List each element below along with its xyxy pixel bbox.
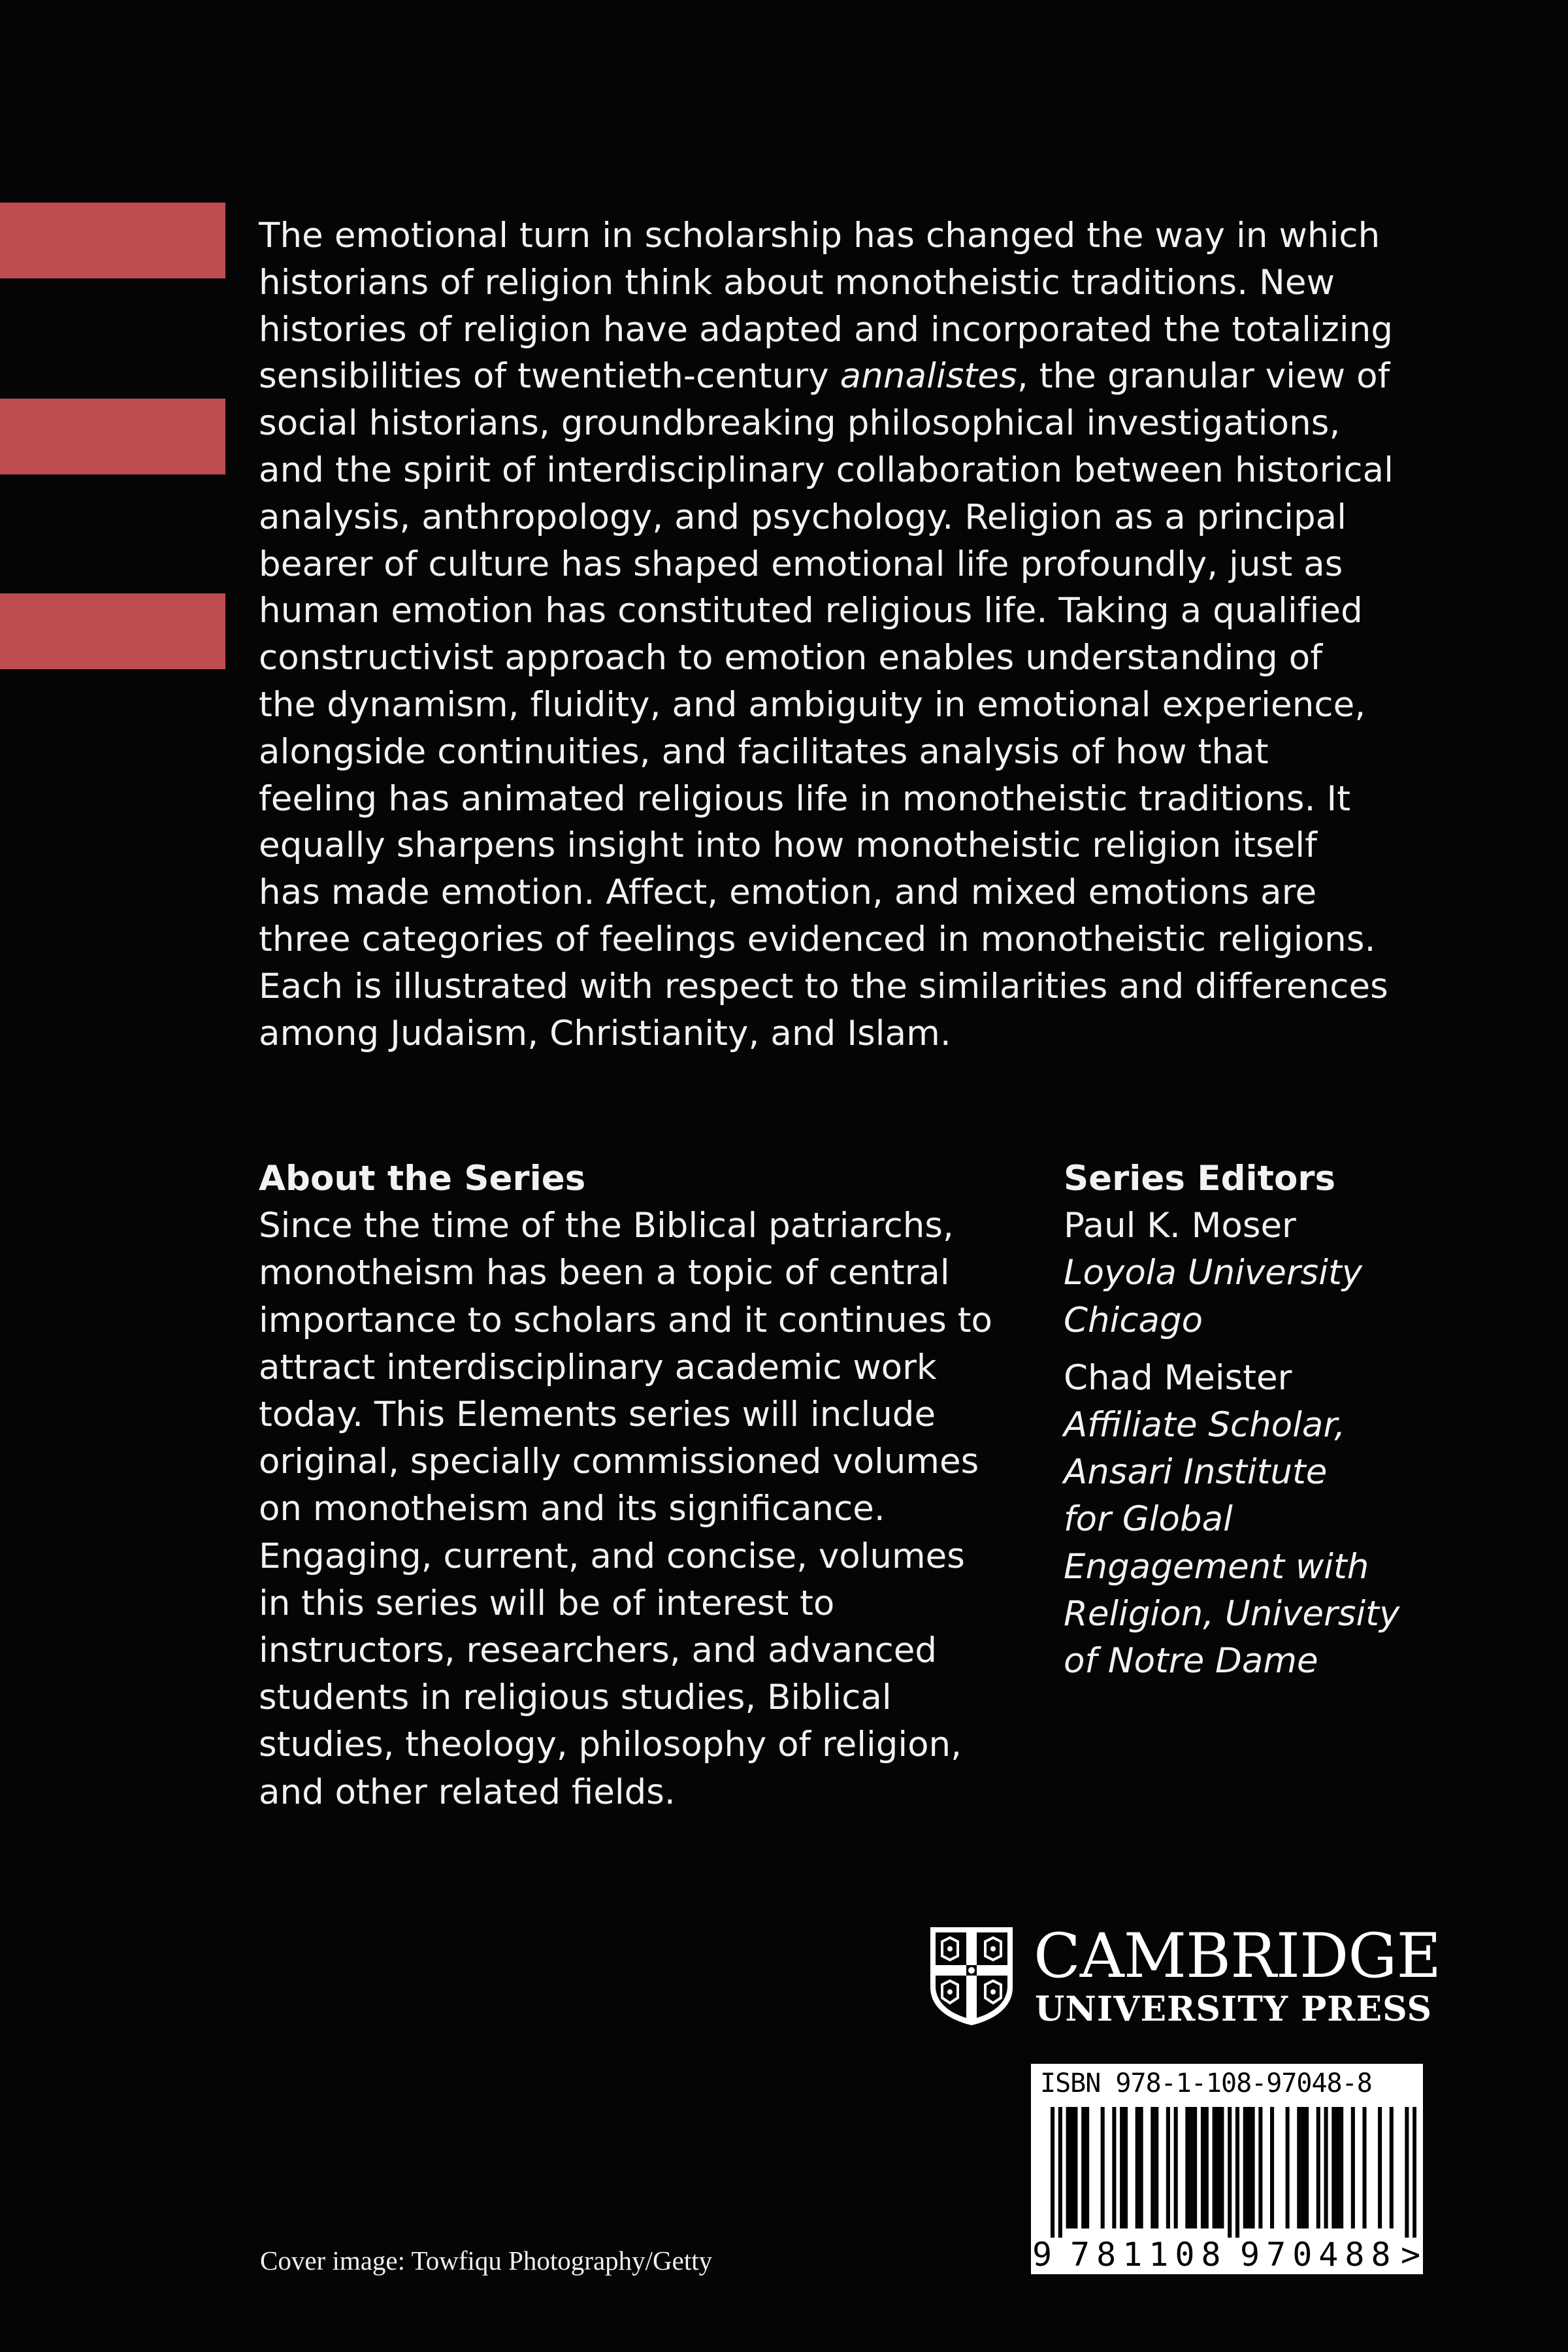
description-line: Each is illustrated with respect to the similarities and differences xyxy=(259,966,1388,1006)
barcode-bar xyxy=(1324,2107,1328,2228)
barcode-bar xyxy=(1166,2107,1170,2228)
cover-image-credit: Cover image: Towfiqu Photography/Getty xyxy=(260,2245,713,2276)
editor-affiliation: of Notre Dame xyxy=(1064,1641,1318,1681)
description-line: constructivist approach to emotion enables understanding of xyxy=(259,638,1323,678)
barcode-bar xyxy=(1301,2107,1305,2228)
accent-bar-middle xyxy=(0,399,225,474)
about-series-line: in this series will be of interest to xyxy=(259,1583,835,1623)
description-line: has made emotion. Affect, emotion, and mixed emotions are xyxy=(259,872,1317,913)
barcode-bar xyxy=(1305,2107,1309,2228)
barcode-bar xyxy=(1405,2107,1409,2238)
about-series-line: today. This Elements series will include xyxy=(259,1395,936,1435)
barcode-bar xyxy=(1174,2107,1178,2228)
accent-bar-bottom xyxy=(0,593,225,669)
series-editors-heading: Series Editors xyxy=(1064,1159,1336,1199)
about-series-line: studies, theology, philosophy of religion, xyxy=(259,1725,962,1765)
series-editors-section xyxy=(1064,1155,1482,1685)
about-series-line: attract interdisciplinary academic work xyxy=(259,1347,937,1387)
description-line: historians of religion think about monotheistic traditions. New xyxy=(259,262,1335,303)
isbn-barcode xyxy=(1031,2064,1423,2274)
barcode-bar xyxy=(1335,2107,1339,2228)
description-line: histories of religion have adapted and incorporated the totalizing xyxy=(259,309,1394,350)
description-line: analysis, anthropology, and psychology. Religion as a principal xyxy=(259,497,1347,537)
barcode-bar xyxy=(1390,2107,1394,2228)
barcode-bar xyxy=(1058,2107,1062,2238)
about-series-line: monotheism has been a topic of central xyxy=(259,1253,950,1293)
barcode-bar xyxy=(1258,2107,1262,2228)
barcode-bar xyxy=(1189,2107,1193,2228)
about-series-line: Since the time of the Biblical patriarchs, xyxy=(259,1206,954,1246)
description-line: social historians, groundbreaking philosophical investigations, xyxy=(259,403,1341,444)
editor-affiliation: Affiliate Scholar, xyxy=(1064,1405,1346,1446)
isbn-label: ISBN 978-1-108-97048-8 xyxy=(1040,2068,1372,2098)
about-series-line: instructors, researchers, and advanced xyxy=(259,1631,938,1671)
barcode-bar xyxy=(1351,2107,1355,2228)
barcode-arrow: > xyxy=(1401,2236,1421,2274)
about-series-heading: About the Series xyxy=(259,1159,586,1199)
publisher-logo xyxy=(928,1921,1441,2029)
barcode-bar xyxy=(1270,2107,1274,2228)
description-line: the dynamism, fluidity, and ambiguity in emotional experience, xyxy=(259,684,1366,725)
barcode-bar xyxy=(1243,2107,1247,2228)
barcode-bar xyxy=(1120,2107,1124,2228)
barcode-bar xyxy=(1051,2107,1054,2238)
barcode-bar xyxy=(1124,2107,1128,2228)
barcode-bar xyxy=(1247,2107,1251,2228)
editor-affiliation: for Global xyxy=(1064,1499,1233,1540)
description-line: The emotional turn in scholarship has changed the way in which xyxy=(259,216,1380,256)
description-line: feeling has animated religious life in monotheistic traditions. It xyxy=(259,778,1351,819)
barcode-bars xyxy=(1051,2107,1416,2238)
accent-bar-top xyxy=(0,203,225,278)
barcode-bar xyxy=(1193,2107,1197,2228)
editor-name: Paul K. Moser xyxy=(1064,1206,1296,1246)
about-series-line: original, specially commissioned volumes xyxy=(259,1442,979,1482)
publisher-subname: UNIVERSITY PRESS xyxy=(1035,1989,1433,2029)
barcode-bar xyxy=(1297,2107,1301,2228)
barcode-bar xyxy=(1339,2107,1343,2228)
publisher-name: CAMBRIDGE xyxy=(1034,1921,1441,1992)
about-series-line: and other related fields. xyxy=(259,1772,676,1812)
barcode-bar xyxy=(1081,2107,1085,2228)
barcode-bar xyxy=(1286,2107,1290,2228)
description-line: human emotion has constituted religious life. Taking a qualified xyxy=(259,591,1363,631)
barcode-bar xyxy=(1228,2107,1232,2238)
description-line: three categories of feelings evidenced in monotheistic religions. xyxy=(259,919,1376,959)
barcode-bar xyxy=(1362,2107,1366,2228)
barcode-bar xyxy=(1216,2107,1220,2228)
editor-affiliation: Ansari Institute xyxy=(1064,1452,1328,1493)
description-line-end: , the granular view of xyxy=(1017,356,1390,397)
editor-affiliation: Religion, University xyxy=(1064,1593,1400,1634)
barcode-bar xyxy=(1185,2107,1189,2228)
barcode-bar xyxy=(1316,2107,1320,2228)
barcode-bar xyxy=(1154,2107,1158,2228)
barcode-bar xyxy=(1413,2107,1416,2238)
barcode-digit-first: 9 xyxy=(1032,2236,1053,2274)
barcode-bar xyxy=(1213,2107,1217,2228)
barcode-bar xyxy=(1205,2107,1209,2228)
barcode-bar xyxy=(1151,2107,1154,2228)
barcode-digits-right: 970488 xyxy=(1240,2236,1397,2274)
barcode-bar xyxy=(1235,2107,1239,2238)
editor-affiliation: Chicago xyxy=(1064,1300,1203,1340)
barcode-bar xyxy=(1201,2107,1205,2228)
barcode-bar xyxy=(1101,2107,1105,2228)
about-series-line: Engaging, current, and concise, volumes xyxy=(259,1536,965,1576)
barcode-bar xyxy=(1251,2107,1255,2228)
about-series-section xyxy=(259,1155,1023,1816)
barcode-bar xyxy=(1378,2107,1382,2228)
barcode-bar xyxy=(1139,2107,1143,2228)
barcode-bar xyxy=(1070,2107,1073,2228)
editor-affiliation: Engagement with xyxy=(1064,1546,1369,1587)
description-line: and the spirit of interdisciplinary collaboration between historical xyxy=(259,450,1394,490)
about-series-line: on monotheism and its significance. xyxy=(259,1489,885,1529)
barcode-bar xyxy=(1331,2107,1335,2228)
description-line-start: sensibilities of twentieth-century xyxy=(259,356,840,397)
italic-term: annalistes xyxy=(840,356,1017,397)
about-series-line: students in religious studies, Biblical xyxy=(259,1678,892,1718)
description-line: alongside continuities, and facilitates analysis of how that xyxy=(259,731,1269,772)
description-line: among Judaism, Christianity, and Islam. xyxy=(259,1013,951,1053)
editor-spacer xyxy=(1064,1344,1482,1355)
barcode-digits-left: 781108 xyxy=(1070,2236,1228,2274)
barcode-bar xyxy=(1085,2107,1089,2228)
about-series-line: importance to scholars and it continues to xyxy=(259,1300,992,1340)
barcode-bar xyxy=(1112,2107,1116,2228)
barcode-bar xyxy=(1220,2107,1224,2228)
description-line: equally sharpens insight into how monotheistic religion itself xyxy=(259,825,1317,866)
editor-name: Chad Meister xyxy=(1064,1357,1292,1398)
barcode-bar xyxy=(1066,2107,1070,2228)
description-line xyxy=(259,353,1454,400)
cambridge-crest-icon xyxy=(928,1925,1015,2027)
description-line: bearer of culture has shaped emotional life profoundly, just as xyxy=(259,544,1343,584)
barcode-bar xyxy=(1073,2107,1077,2228)
book-description xyxy=(259,212,1454,1057)
editor-affiliation: Loyola University xyxy=(1064,1253,1363,1293)
barcode-bar xyxy=(1135,2107,1139,2228)
